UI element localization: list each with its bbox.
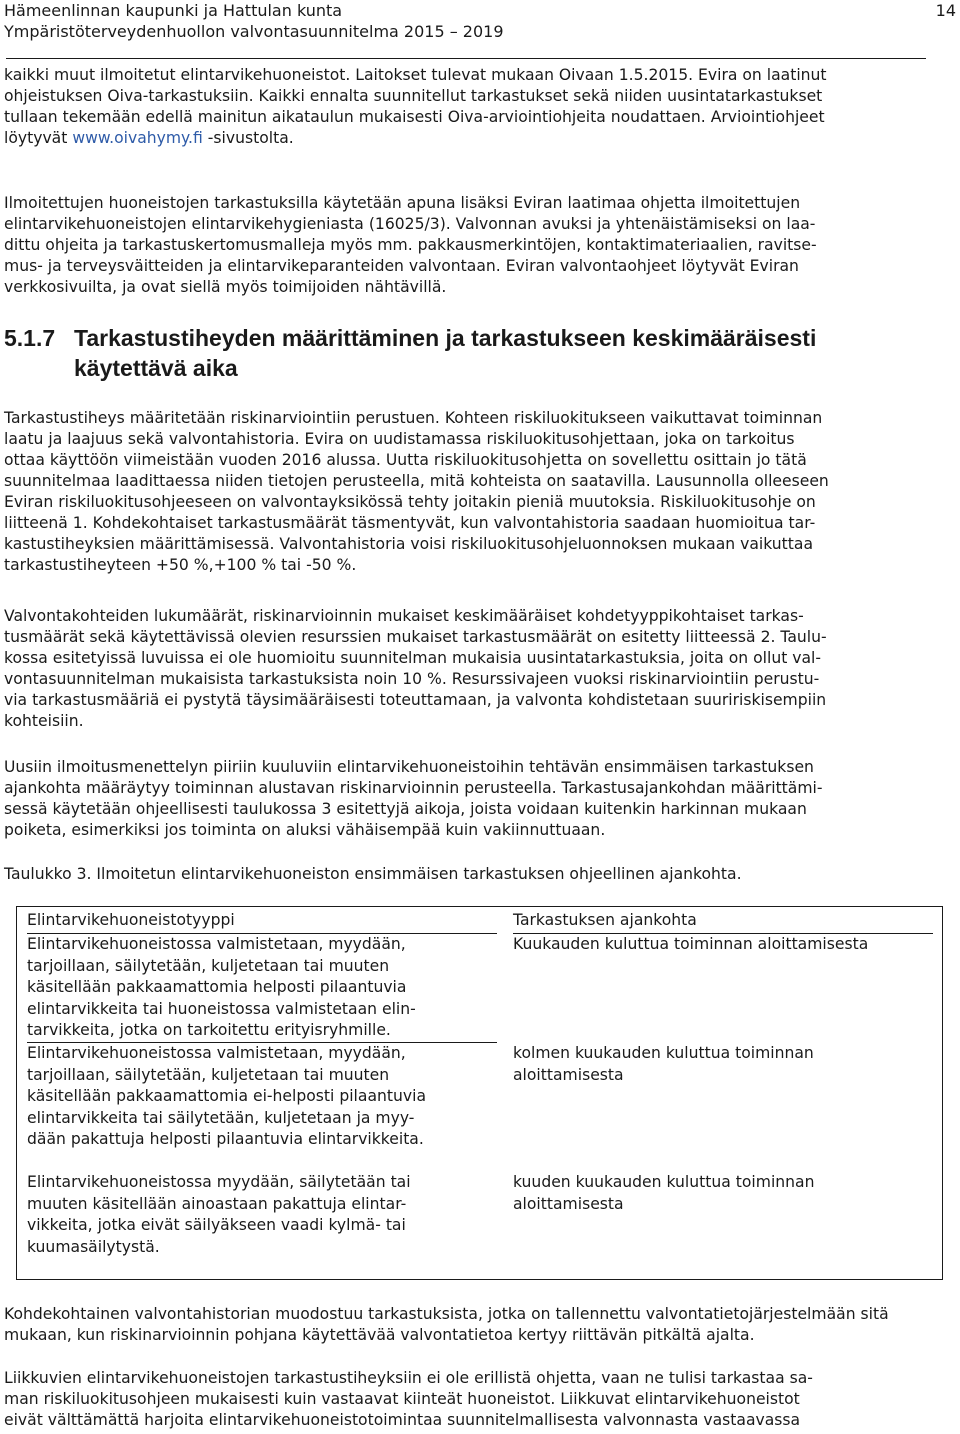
text-line: Elintarvikehuoneistossa valmistetaan, myydään, (27, 1044, 406, 1062)
header-organization: Hämeenlinnan kaupunki ja Hattulan kunta (4, 1, 343, 20)
text-line: Elintarvikehuoneistossa valmistetaan, myydään, (27, 935, 406, 953)
text-line: sessä käytetään ohjeellisesti taulukossa 3 esitettyjä aikoja, joista voidaan kuitenkin harkinnan mukaan (4, 800, 807, 818)
paragraph-inspection-guides (4, 193, 954, 298)
text-line: aloittamisesta (513, 1065, 624, 1084)
text-line: man riskiluokitusohjeen mukaisesti kuin vastaavat kiinteät huoneistot. Liikkuvat elintarvikehuoneistot (4, 1390, 800, 1408)
table-cell-timing-2 (513, 1043, 814, 1086)
text-line: elintarvikehuoneistojen elintarvikehygieniasta (16025/3). Valvonnan avuksi ja yhtenäistämiseksi on laa- (4, 215, 816, 233)
text-line: mukaan, kun riskinarvioinnin pohjana käytettävää valvontatietoa kertyy riittävän pitkältä ajalta. (4, 1326, 755, 1344)
text-line: ohjeistuksen Oiva-tarkastuksiin. Kaikki ennalta suunnitellut tarkastukset sekä niiden uusintatarkastukset (4, 87, 823, 105)
paragraph-inspection-frequency (4, 408, 954, 576)
text-line: via tarkastusmääriä ei pystytä täysimääräisesti toteuttamaan, ja valvonta kohdistetaan suuririskisempiin (4, 691, 827, 709)
text-line: kossa esitetyissä luvuissa ei ole huomioitu suunnitelman mukaisia uusintatarkastuksia, joita on ollut val- (4, 649, 822, 667)
text-line: ajankohta määräytyy toiminnan alustavan riskinarvioinnin perusteella. Tarkastusajankohdan määrittämi- (4, 779, 823, 797)
inspection-timing-table (16, 906, 943, 1280)
paragraph-oiva (4, 65, 954, 149)
text-line: eivät välttämättä harjoita elintarvikehuoneistotoimintaa suunnitelmallisesta valvonnasta vastaavassa (4, 1411, 801, 1429)
text-line: tullaan tekemään edellä mainitun aikataulun mukaisesti Oiva-arviointiohjeita noudattaen. Arviointiohjeet (4, 108, 825, 126)
text-line: suunnitelmaa laadittaessa niiden tietojen perusteella, mitä kohteista on saatavilla. Lausunnolla olleeseen (4, 472, 829, 490)
section-number: 5.1.7 (4, 325, 56, 351)
paragraph-inspection-counts (4, 606, 954, 732)
text-line: Uusiin ilmoitusmenettelyn piiriin kuuluviin elintarvikehuoneistoihin tehtävän ensimmäisen tarkastuksen (4, 758, 814, 776)
text-line: vontasuunnitelman mukaisista tarkastuksista noin 10 %. Resurssivajeen vuoksi riskinarviointiin perustu- (4, 670, 820, 688)
text-line: Elintarvikehuoneistossa myydään, säilytetään tai (27, 1173, 411, 1191)
text-line: tarjoillaan, säilytetään, kuljetetaan tai muuten (27, 956, 390, 975)
section-heading (4, 323, 954, 383)
text-line: elintarvikkeita tai huoneistossa valmistetaan elin- (27, 999, 416, 1018)
text-line: ottaa käyttöön viimeistään vuoden 2016 alussa. Uutta riskiluokitusohjetta on sovellettu osittain jo tätä (4, 451, 807, 469)
table-cell-timing-3 (513, 1172, 814, 1215)
text-line: mus- ja terveysväitteiden ja elintarvikeparanteiden valvontaan. Eviran valvontaohjeet löytyvät Eviran (4, 257, 799, 275)
text-line: tarvikkeita, jotka on tarkoitettu erityisryhmille. (27, 1021, 391, 1039)
page-header (4, 0, 956, 60)
text-line: Eviran riskiluokitusohjeeseen on valvontayksikössä tehty joitakin pieniä muutoksia. Riskiluokitusohje on (4, 493, 816, 511)
text-line: käsitellään pakkaamattomia ei-helposti pilaantuvia (27, 1087, 426, 1105)
text-line: dään pakattuja helposti pilaantuvia elintarvikkeita. (27, 1130, 424, 1148)
text-line: kuuden kuukauden kuluttua toiminnan (513, 1173, 815, 1191)
paragraph-first-inspection (4, 757, 954, 841)
text-line: kolmen kuukauden kuluttua toiminnan (513, 1044, 814, 1062)
table-caption (4, 864, 954, 885)
paragraph-mobile-premises (4, 1368, 954, 1431)
table-cell-type-2 (27, 1043, 426, 1151)
text-line: muuten käsitellään ainoastaan pakattuja elintar- (27, 1194, 407, 1213)
table-cell-timing-1 (513, 934, 868, 956)
page-number: 14 (935, 1, 956, 20)
table-cell-type-1 (27, 934, 416, 1042)
section-title-line2: käytettävä aika (74, 355, 238, 381)
text-line: tarkastustiheyteen +50 %,+100 % tai -50 %. (4, 556, 357, 574)
text-line: käsitellään pakkaamattomia helposti pilaantuvia (27, 978, 407, 996)
text-line: aloittamisesta (513, 1194, 624, 1213)
text-line: Valvontakohteiden lukumäärät, riskinarvioinnin mukaiset keskimääräiset kohdetyyppikohtaiset tarkas- (4, 607, 804, 625)
table-cell-type-3 (27, 1172, 411, 1258)
text-line: verkkosivuilta, ja ovat siellä myös toimijoiden nähtävillä. (4, 278, 447, 296)
text-line: kaikki muut ilmoitetut elintarvikehuoneistot. Laitokset tulevat mukaan Oivaan 1.5.2015. Evira on laatinut (4, 66, 827, 84)
text-line: dittu ohjeita ja tarkastuskertomusmalleja myös mm. pakkausmerkintöjen, kontaktimateriaalien, ravitse- (4, 236, 817, 254)
text-line: Taulukko 3. Ilmoitetun elintarvikehuoneiston ensimmäisen tarkastuksen ohjeellinen ajankohta. (4, 865, 742, 883)
oivahymy-link[interactable]: www.oivahymy.fi (72, 129, 203, 147)
text-line: laatu ja laajuus sekä valvontahistoria. Evira on uudistamassa riskiluokitusohjettaan, joka on tarkoitus (4, 430, 795, 448)
text-line: elintarvikkeita tai säilytetään, kuljetetaan ja myy- (27, 1108, 415, 1127)
paragraph-control-history (4, 1304, 954, 1346)
header-document-title: Ympäristöterveydenhuollon valvontasuunnitelma 2015 – 2019 (4, 22, 504, 41)
header-divider (6, 58, 926, 59)
text-fragment: -sivustolta. (202, 129, 294, 147)
text-line: poiketa, esimerkiksi jos toiminta on aluksi vähäisempää kuin vakiinnuttuaan. (4, 821, 606, 839)
text-line: Kuukauden kuluttua toiminnan aloittamisesta (513, 935, 869, 953)
text-line: kastustiheyksien määrittämisessä. Valvontahistoria voisi riskiluokitusohjeluonnoksen mukaan vaikuttaa (4, 535, 813, 553)
text-line: tusmäärät sekä käytettävissä olevien resurssien mukaiset tarkastusmäärät on esitetty liitteessä 2. Taulu- (4, 628, 827, 646)
text-fragment: löytyvät (4, 129, 73, 147)
text-line: Liikkuvien elintarvikehuoneistojen tarkastustiheyksiin ei ole erillistä ohjetta, vaan ne tulisi tarkastaa sa- (4, 1369, 813, 1387)
text-line: kuumasäilytystä. (27, 1237, 160, 1256)
text-line: kohteisiin. (4, 712, 84, 730)
text-line: Ilmoitettujen huoneistojen tarkastuksilla käytetään apuna lisäksi Eviran laatimaa ohjetta ilmoitettujen (4, 194, 801, 212)
text-line: liitteenä 1. Kohdekohtaiset tarkastusmäärät täsmentyvät, kun valvontahistoria saadaan huomioitua tar- (4, 514, 816, 532)
table-header-type: Elintarvikehuoneistotyyppi (27, 911, 235, 929)
text-line (4, 128, 954, 149)
section-title-line1: Tarkastustiheyden määrittäminen ja tarkastukseen keskimääräisesti (74, 325, 817, 351)
table-header-timing: Tarkastuksen ajankohta (513, 911, 697, 929)
text-line: Kohdekohtainen valvontahistorian muodostuu tarkastuksista, jotka on tallennettu valvontatietojärjestelmään sitä (4, 1305, 889, 1323)
text-line: Tarkastustiheys määritetään riskinarviointiin perustuen. Kohteen riskiluokitukseen vaikuttavat toiminnan (4, 409, 823, 427)
text-line: vikkeita, jotka eivät säilyäkseen vaadi kylmä- tai (27, 1216, 406, 1234)
text-line: tarjoillaan, säilytetään, kuljetetaan tai muuten (27, 1065, 390, 1084)
